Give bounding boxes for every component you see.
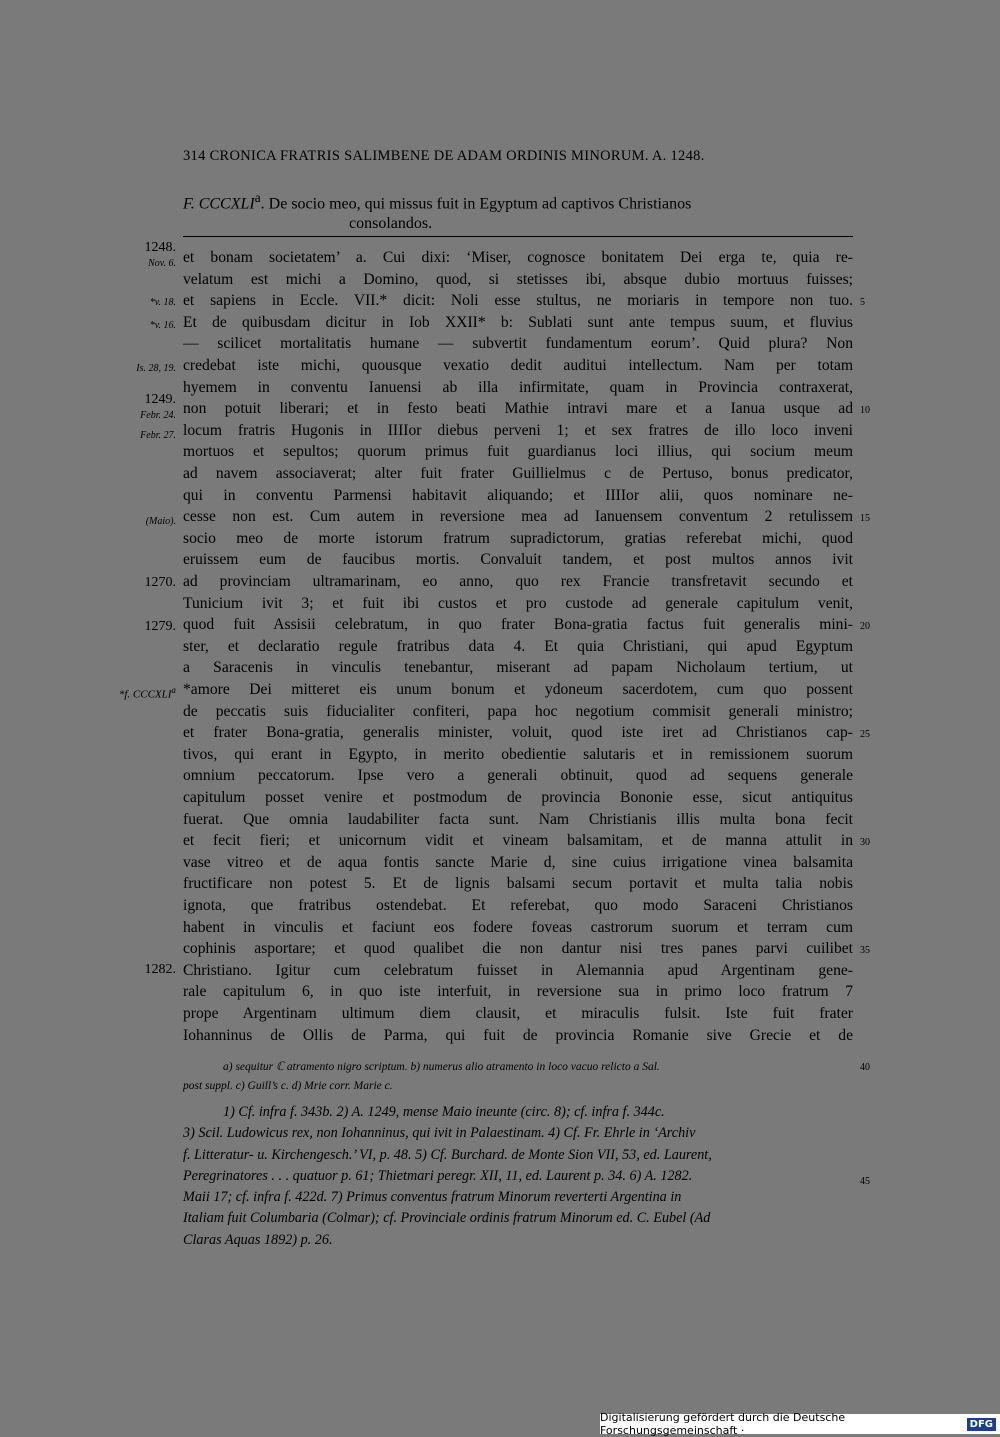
body-line: — scilicet mortalitatis humane — subvertit fundamentum eorum’. Quid plura? Non	[183, 335, 853, 353]
margin-year: 1282.	[144, 962, 176, 977]
margin-date: Febr. 24.	[140, 410, 176, 421]
footnotes	[183, 1102, 853, 1251]
margin-year: 1248.	[144, 240, 176, 255]
funding-attribution-bar	[600, 1411, 1000, 1437]
body-line: a Saracenis in vinculis tenebantur, miserant ad papam Nicholaum tertium, ut	[183, 659, 853, 677]
footnote-line: f. Litteratur- u. Kirchengesch.’ VI, p. 48. 5) Cf. Burchard. de Monte Sion VII, 53, ed. Laurent,	[183, 1146, 712, 1163]
footnote-line: 1) Cf. infra f. 343b. 2) A. 1249, mense Maio ineunte (circ. 8); cf. infra f. 344c.	[223, 1104, 665, 1120]
body-line: et sapiens in Eccle. VII.* dicit: Noli esse stultus, ne moriaris in tempore non tuo.	[183, 292, 853, 310]
body-line: cophinis asportare; et quod qualibet die non dantur nisi tres panes parvi cuilibet	[183, 940, 853, 958]
body-line: vase vitreo et de aqua fontis sancte Marie d, sine cuius irrigatione vinea balsamita	[183, 853, 853, 871]
footnote-line: Claras Aquas 1892) p. 26.	[183, 1231, 333, 1248]
body-line: tivos, qui erant in Egypto, in merito obedientie salutaris et in remissionem suorum	[183, 745, 853, 763]
line-number: 40	[860, 1062, 870, 1073]
running-head: 314 CRONICA FRATRIS SALIMBENE DE ADAM ORDINIS MINORUM. A. 1248.	[183, 148, 705, 164]
margin-year: 1279.	[144, 619, 176, 634]
body-line: Tunicium ivit 3; et fuit ibi custos et pro custode ad generale capitulum venit,	[183, 594, 853, 612]
body-line: de peccatis suis fiducialiter confiteri, papa hoc negotium commisit generali ministro;	[183, 702, 853, 720]
margin-year: 1270.	[144, 575, 176, 590]
margin-verse: *v. 16.	[149, 320, 176, 331]
margin-folio-sup: a	[171, 685, 176, 695]
body-line: ster, et declaratio regule fratribus data 4. Et quia Christiani, qui apud Egyptum	[183, 637, 853, 655]
chapter-title	[183, 188, 853, 234]
line-number: 35	[860, 945, 870, 956]
margin-date: Febr. 27.	[140, 430, 176, 441]
margin-folio-text: *f. CCCXLI	[118, 688, 172, 701]
chapter-title-line-1: . De socio meo, qui missus fuit in Egyptum ad captivos Christianos	[260, 195, 692, 213]
line-number: 10	[860, 405, 870, 416]
margin-date: (Maio).	[145, 516, 176, 527]
body-line: mortuos et sepultos; quorum primus fuit guardianus loci illius, qui socium meum	[183, 443, 853, 461]
body-line: Iohanninus de Ollis de Parma, qui fuit de provincia Romanie sive Grecie et de	[183, 1026, 853, 1044]
body-line: fuerat. Que omnia laudabiliter facta sunt. Nam Christianis illis multa bona fecit	[183, 810, 853, 828]
body-line: rale capitulum 6, in quo iste interfuit, in reversione sua in primo loco fratrum 7	[183, 983, 853, 1001]
line-number: 15	[860, 513, 870, 524]
body-line: omnium peccatorum. Ipse vero a generali obtinuit, quod ad sequens generale	[183, 767, 853, 785]
body-line: ad navem associaverat; alter fuit frater Guillielmus c de Pertuso, bonus predicator,	[183, 465, 853, 482]
body-line: hyemem in conventu Ianuensi ab illa infirmitate, quam in Provincia contraxerat,	[183, 378, 853, 396]
body-line: Et de quibusdam dicitur in Iob XXII* b: Sublati sunt ante tempus suum, et fluvius	[183, 313, 853, 331]
chapter-signature-sup: a	[254, 190, 261, 205]
body-line: cesse non est. Cum autem in reversione mea ad Ianuensem conventum 2 retulissem	[183, 508, 853, 526]
line-number: 30	[860, 837, 870, 848]
body-line: *amore Dei mitteret eis unum bonum et ydoneum sacerdotem, cum quo possent	[183, 681, 853, 698]
body-line: fructificare non potest 5. Et de lignis balsami secum portavit et multa talia nobis	[183, 875, 853, 893]
body-line: non potuit liberari; et in festo beati Mathie intravi mare et a Ianua usque ad	[183, 400, 853, 418]
margin-folio	[119, 685, 176, 701]
chapter-title-line-2: consolandos.	[349, 215, 433, 233]
body-line: et bonam societatem’ a. Cui dixi: ‘Miser, cognosce bonitatem Dei erga te, quia re-	[183, 249, 853, 266]
line-number: 5	[860, 297, 865, 308]
margin-date: Nov. 6.	[148, 258, 176, 269]
footnote-line: Italiam fuit Columbaria (Colmar); cf. Provinciale ordinis fratrum Minorum ed. C. Eubel (Ad	[183, 1210, 711, 1227]
funding-attribution-text: Digitalisierung gefördert durch die Deutsche Forschungsgemeinschaft ·	[600, 1411, 846, 1437]
footnote-line: Maii 17; cf. infra f. 422d. 7) Primus conventus fratrum Minorum reverterti Argentina in	[183, 1189, 682, 1206]
body-line: quod fuit Assisii celebratum, in quo frater Bona-gratia factus fuit generalis mini-	[183, 616, 853, 634]
footnote-line: 3) Scil. Ludowicus rex, non Iohanninus, qui ivit in Palaestinam. 4) Cf. Fr. Ehrle in ‘Archiv	[183, 1125, 696, 1142]
margin-year: 1249.	[144, 392, 176, 407]
body-line: et frater Bona-gratia, generalis minister, voluit, quod iste iret ad Christianos cap-	[183, 724, 853, 742]
body-line: locum fratris Hugonis in IIIIor diebus perveni 1; et sex fratres de illo loco inveni	[183, 421, 853, 439]
chapter-signature: F. CCCXLI	[183, 195, 255, 213]
margin-verse: *v. 18.	[149, 297, 176, 308]
body-line: velatum est michi a Domino, quod, si stetisses ibi, absque dubio mortuus fuisses;	[183, 270, 853, 288]
apparatus-line: post suppl. c) Guill’s c. d) Mrie corr. Marie c.	[183, 1080, 393, 1092]
line-number: 20	[860, 621, 870, 632]
body-line: capitulum posset venire et postmodum de provincia Bononie esse, sicut antiquitus	[183, 789, 853, 806]
footnote-line: Peregrinatores . . . quatuor p. 61; Thietmari peregr. XII, 11, ed. Laurent p. 34. 6) A. 1282.	[183, 1167, 693, 1184]
body-line: et fecit fieri; et unicornum vidit et vineam balsamitam, et de manna attulit in	[183, 832, 853, 850]
line-number: 45	[860, 1176, 870, 1187]
critical-apparatus	[183, 1058, 853, 1096]
dfg-logo-icon[interactable]: DFG	[967, 1418, 996, 1431]
body-line: Christiano. Igitur cum celebratum fuisset in Alemannia apud Argentinam gene-	[183, 961, 853, 979]
body-line: qui in conventu Parmensi habitavit aliquando; et IIIIor alii, quos nominare ne-	[183, 486, 853, 504]
body-line: credebat iste michi, quousque vexatio dedit auditui intellectum. Nam per totam	[183, 357, 853, 374]
body-line: socio meo de morte istorum fratrum supradictorum, gratias referebat michi, quod	[183, 529, 853, 547]
body-line: eruissem eum de faucibus mortis. Convaluit tandem, et post multos annos ivit	[183, 551, 853, 569]
body-line: ad provinciam ultramarinam, eo anno, quo rex Francie transfretavit secundo et	[183, 573, 853, 590]
apparatus-line: a) sequitur ℂ atramento nigro scriptum. b) numerus alio atramento in loco vacuo relicto a Sal.	[223, 1061, 660, 1073]
body-line: ignota, que fratribus ostendebat. Et referebat, quo modo Saraceni Christianos	[183, 897, 853, 914]
title-rule	[183, 236, 853, 237]
body-line: prope Argentinam ultimum diem clausit, et miraculis fulsit. Iste fuit frater	[183, 1005, 853, 1022]
line-number: 25	[860, 729, 870, 740]
margin-verse: Is. 28, 19.	[136, 363, 176, 374]
body-line: habent in vinculis et faciunt eos fodere foveas castrorum suorum et terram cum	[183, 918, 853, 936]
